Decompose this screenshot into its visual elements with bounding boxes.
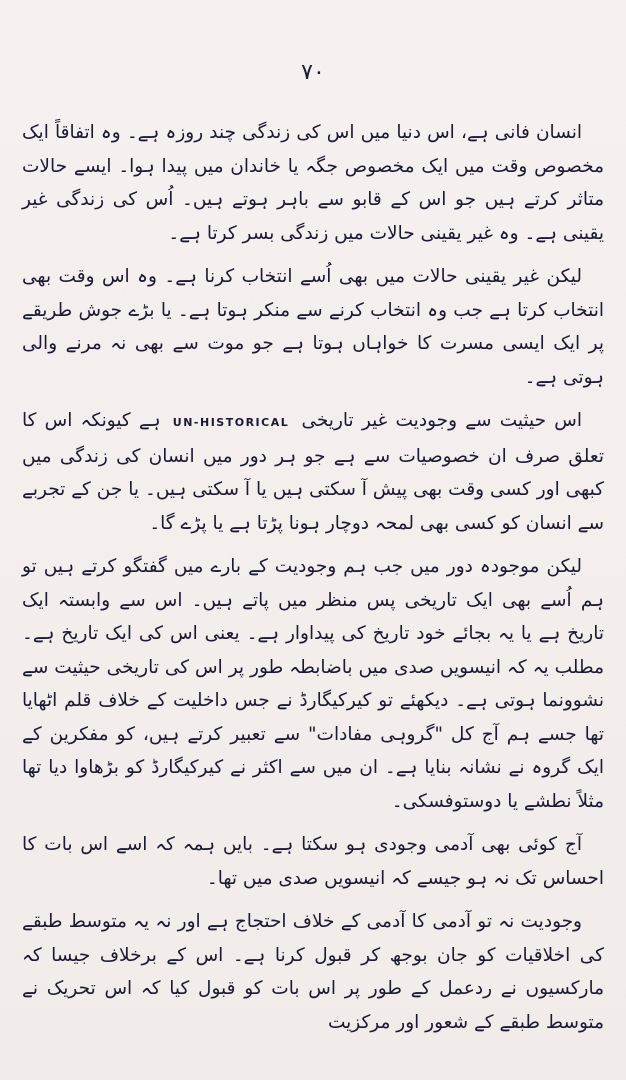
paragraph-1: انسان فانی ہے، اس دنیا میں اس کی زندگی چند روزہ ہے۔ وہ اتفاقاً ایک مخصوص وقت میں ایک مخصوص جگہ یا خاندان میں پیدا ہوا۔ ایسے حالات متاثر کرتے ہیں جو اس کے قابو سے باہر ہوتے ہیں۔ اُس کی زندگی غیر یقینی ہے۔ وہ غیر یقینی حالات میں زندگی بسر کرتا ہے۔	[22, 122, 604, 244]
paragraph-3	[22, 404, 604, 540]
paragraph-4: لیکن موجودہ دور میں جب ہم وجودیت کے بارے میں گفتگو کرتے ہیں تو ہم اُسے بھی ایک تاریخی پس منظر میں پاتے ہیں۔ اس سے وابستہ ایک تاریخ ہے یا یہ بجائے خود تاریخ کی پیداوار ہے۔ یعنی اس کی ایک تاریخ ہے۔ مطلب یہ کہ انیسویں صدی میں باضابطہ طور پر اس کی تاریخی حیثیت سے نشوونما ہوتی ہے۔ دیکھئے تو کیرکیگارڈ نے جس داخلیت کے خلاف قلم اٹھایا تھا جسے ہم آج کل "گروہی مفادات" سے تعبیر کرتے ہیں، کو مفکرین کے ایک گروہ نے نشانہ بنایا ہے۔ ان میں سے اکثر نے کیرکیگارڈ کو بڑھاوا دیا تھا مثلاً نطشے یا دوستوفسکی۔	[22, 556, 604, 812]
page-body-text	[22, 116, 604, 1049]
page-number: ٧٠	[301, 60, 325, 85]
paragraph-3-start: اس حیثیت سے وجودیت غیر تاریخی	[301, 410, 582, 431]
paragraph-5: آج کوئی بھی آدمی وجودی ہو سکتا ہے۔ بایں ہمہ کہ اسے اس بات کا احساس تک نہ ہو جیسے کہ انیسویں صدی میں تھا۔	[22, 834, 604, 889]
latin-term-un-historical: UN-HISTORICAL	[172, 416, 290, 429]
paragraph-3-end: ہے کیونکہ اس کا تعلق صرف ان خصوصیات سے ہے جو ہر دور میں انسان کی زندگی میں کبھی اور کسی وقت بھی پیش آ سکتی ہیں یا آ سکتی ہیں۔ یا جن کے تجربے سے انسان کو کسی بھی لمحہ دوچار ہونا پڑتا ہے یا پڑے گا۔	[22, 410, 604, 534]
paragraph-6: وجودیت نہ تو آدمی کا آدمی کے خلاف احتجاج ہے اور نہ یہ متوسط طبقے کی اخلاقیات کو جان بوجھ کر قبول کرنا ہے۔ اس کے برخلاف جیسا کہ مارکسیوں نے ردعمل کے طور پر اس بات کو قبول کیا کہ اس تحریک نے متوسط طبقے کے شعور اور مرکزیت	[22, 911, 604, 1033]
paragraph-2: لیکن غیر یقینی حالات میں بھی اُسے انتخاب کرنا ہے۔ وہ اس وقت بھی انتخاب کرتا ہے جب وہ انتخاب کرنے سے منکر ہوتا ہے۔ یا بڑے جوش طریقے پر ایک ایسی مسرت کا خواہاں ہوتا ہے جو موت سے بھی نہ مرنے والی ہوتی ہے۔	[22, 266, 604, 388]
